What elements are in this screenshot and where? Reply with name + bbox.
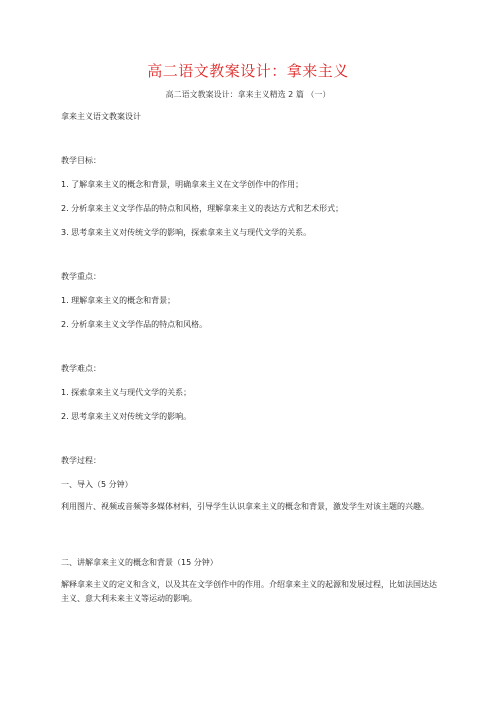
process-step-title: 一、导入（5 分钟） (61, 480, 133, 489)
process-step-text: 解释拿来主义的定义和含义，以及其在文学创作中的作用。介绍拿来主义的起源和发展过程，比如法国达达主义、意大利未来主义等运动的影响。 (61, 580, 437, 603)
objective-item: 2. 分析拿来主义文学作品的特点和风格，理解拿来主义的表达方式和艺术形式； (61, 204, 344, 213)
difficulties-label: 教学难点： (61, 364, 101, 373)
section-heading: 拿来主义语文教案设计 (61, 112, 141, 121)
process-label: 教学过程： (61, 456, 101, 465)
document-title: 高二语文教案设计：拿来主义 (147, 62, 349, 80)
key-point-item: 2. 分析拿来主义文学作品的特点和风格。 (61, 320, 208, 329)
difficulty-item: 2. 思考拿来主义对传统文学的影响。 (61, 412, 192, 421)
document-subtitle: 高二语文教案设计：拿来主义精选 2 篇 （一） (165, 90, 331, 99)
process-step-text: 利用图片、视频或音频等多媒体材料，引导学生认识拿来主义的概念和背景，激发学生对该主题的兴趣。 (61, 502, 429, 511)
key-point-item: 1. 理解拿来主义的概念和背景； (61, 296, 176, 305)
objectives-label: 教学目标： (61, 156, 101, 165)
objective-item: 3. 思考拿来主义对传统文学的影响，探索拿来主义与现代文学的关系。 (61, 228, 312, 237)
objective-item: 1. 了解拿来主义的概念和背景，明确拿来主义在文学创作中的作用； (61, 180, 304, 189)
process-step-title: 二、讲解拿来主义的概念和背景（15 分钟） (61, 558, 218, 567)
key-points-label: 教学重点： (61, 272, 101, 281)
difficulty-item: 1. 探索拿来主义与现代文学的关系； (61, 388, 192, 397)
